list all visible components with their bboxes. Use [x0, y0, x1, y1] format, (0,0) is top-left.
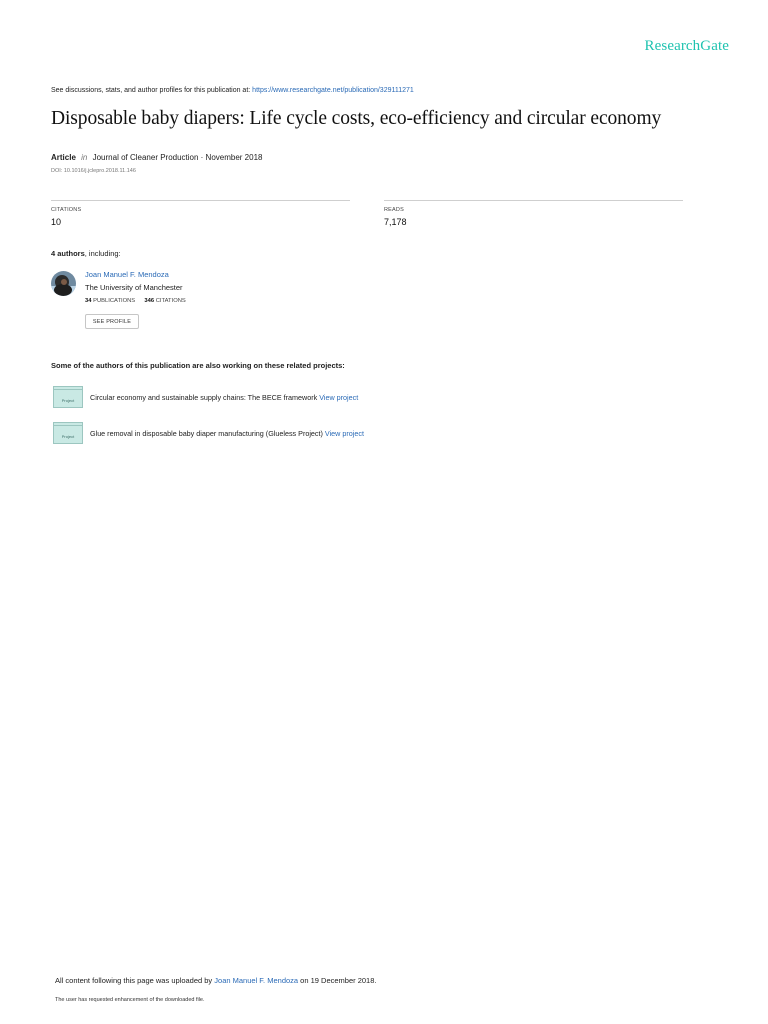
project-title: Circular economy and sustainable supply chains: The BECE framework [90, 393, 318, 402]
publication-url-link[interactable]: https://www.researchgate.net/publication/329111271 [252, 87, 414, 94]
project-text [90, 429, 364, 438]
upload-prefix: All content following this page was uploaded by [55, 976, 215, 985]
citations-label: CITATIONS [51, 207, 82, 213]
project-icon-label: Project [53, 389, 83, 408]
journal-date: Journal of Cleaner Production · November 2018 [92, 153, 263, 162]
publication-title: Disposable baby diapers: Life cycle costs, eco-efficiency and circular economy [51, 108, 662, 129]
enhancement-note: The user has requested enhancement of the downloaded file. [55, 997, 205, 1003]
project-icon-label: Project [53, 425, 83, 444]
discussion-notice [51, 87, 414, 94]
publication-type: Article [51, 153, 76, 162]
view-project-link[interactable]: View project [324, 429, 364, 438]
reads-value: 7,178 [384, 217, 407, 227]
author-citations-label: CITATIONS [155, 298, 186, 304]
upload-suffix: on 19 December 2018. [298, 976, 377, 985]
citations-value: 10 [51, 217, 62, 227]
reads-label: READS [384, 207, 404, 213]
citations-stat [51, 200, 350, 227]
projects-heading: Some of the authors of this publication are also working on these related projects: [51, 361, 345, 370]
publication-doi: DOI: 10.1016/j.jclepro.2018.11.146 [51, 168, 136, 174]
author-institution: The University of Manchester [85, 283, 183, 292]
project-title: Glue removal in disposable baby diaper manufacturing (Glueless Project) [90, 429, 323, 438]
author-avatar[interactable] [51, 271, 76, 296]
author-name-link[interactable]: Joan Manuel F. Mendoza [85, 270, 169, 279]
view-project-link[interactable]: View project [319, 393, 359, 402]
upload-notice [55, 976, 376, 985]
author-stats [85, 298, 186, 304]
project-folder-icon [53, 422, 83, 444]
in-word: in [81, 153, 88, 162]
author-citations-count: 346 [144, 298, 155, 304]
reads-stat [384, 200, 683, 227]
project-folder-icon [53, 386, 83, 408]
publication-meta [51, 153, 262, 162]
project-text [90, 393, 358, 402]
see-profile-button[interactable]: SEE PROFILE [85, 314, 139, 329]
author-publications-label: PUBLICATIONS [93, 298, 136, 304]
authors-heading [51, 249, 121, 258]
avatar-photo-icon [51, 271, 76, 296]
author-publications-count: 34 [85, 298, 92, 304]
researchgate-logo[interactable]: ResearchGate [644, 38, 729, 54]
authors-count: 4 authors [51, 249, 85, 258]
discussion-prefix: See discussions, stats, and author profiles for this publication at: [51, 87, 253, 94]
authors-suffix: , including: [84, 249, 121, 258]
uploader-link[interactable]: Joan Manuel F. Mendoza [214, 976, 299, 985]
